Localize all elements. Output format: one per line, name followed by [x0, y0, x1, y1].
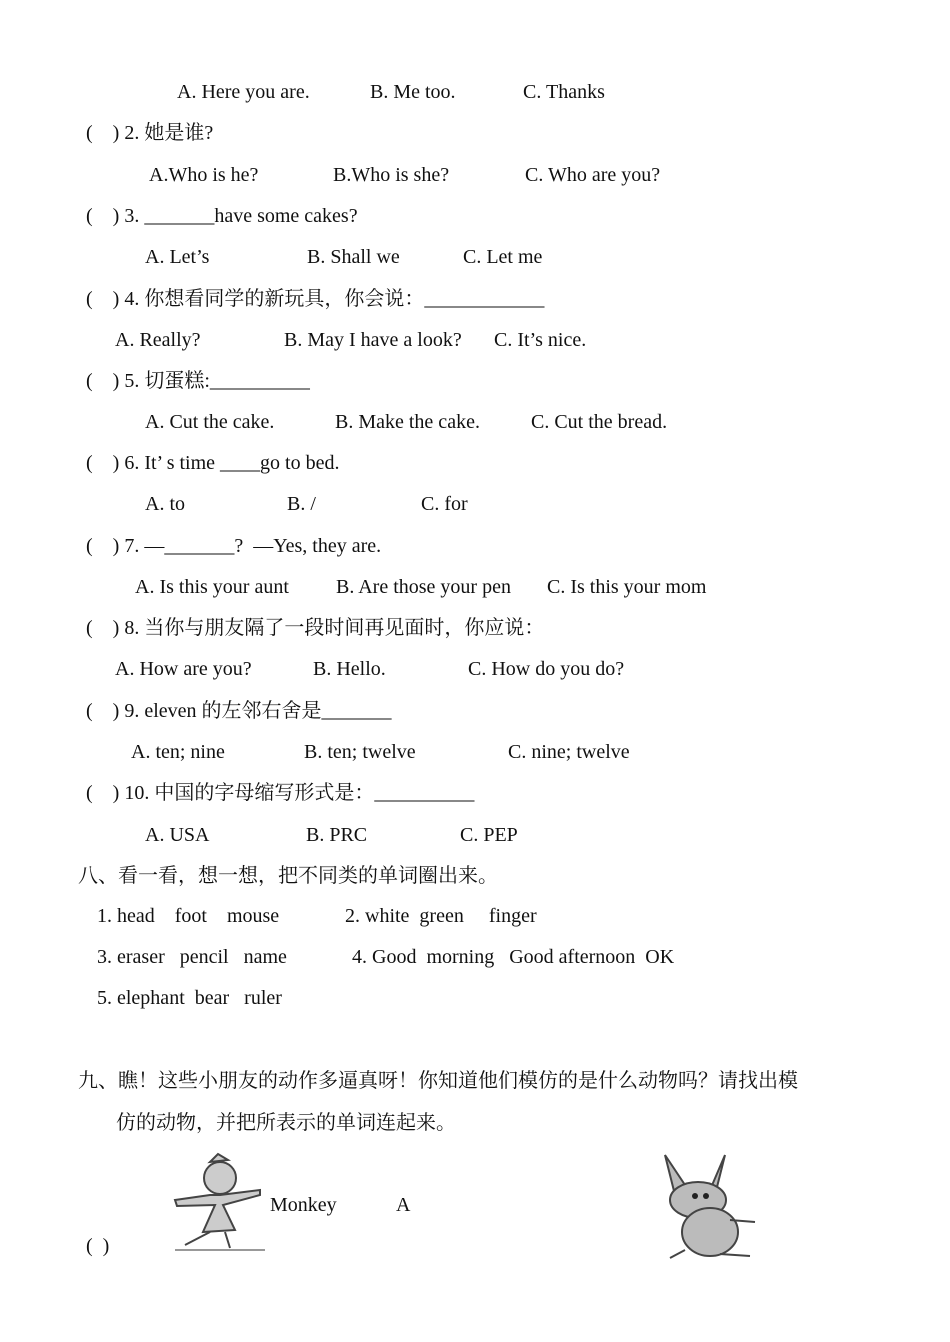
- q3-option-a: A. Let’s: [145, 246, 210, 268]
- q5-option-b: B. Make the cake.: [335, 411, 480, 433]
- word-monkey[interactable]: Monkey: [270, 1194, 337, 1216]
- section9-title-line1: 九、瞧！这些小朋友的动作多逼真呀！你知道他们模仿的是什么动物吗？请找出模: [78, 1070, 798, 1092]
- q1-option-c: C. Thanks: [523, 81, 605, 103]
- q9-stem: ( ) 9. eleven 的左邻右舍是_______: [86, 700, 392, 722]
- q8-stem: ( ) 8. 当你与朋友隔了一段时间再见面时，你应说：: [86, 617, 545, 639]
- q7-option-a: A. Is this your aunt: [135, 576, 289, 598]
- q4-stem: ( ) 4. 你想看同学的新玩具，你会说：____________: [86, 288, 545, 310]
- q5-stem: ( ) 5. 切蛋糕:__________: [86, 370, 310, 392]
- section8-item-1: 1. head foot mouse: [97, 905, 280, 927]
- q4-option-a: A. Really?: [115, 329, 201, 351]
- q4-option-c: C. It’s nice.: [494, 329, 587, 351]
- q10-option-a: A. USA: [145, 824, 210, 846]
- q5-option-a: A. Cut the cake.: [145, 411, 275, 433]
- section8-title: 八、看一看，想一想，把不同类的单词圈出来。: [78, 865, 498, 887]
- q9-option-b: B. ten; twelve: [304, 741, 416, 763]
- section8-item-2: 2. white green finger: [345, 905, 537, 927]
- q1-option-a: A. Here you are.: [177, 81, 310, 103]
- section8-item-4: 4. Good morning Good afternoon OK: [352, 946, 675, 968]
- q10-option-b: B. PRC: [306, 824, 368, 846]
- girl-dancing-image: [165, 1150, 275, 1255]
- q6-stem: ( ) 6. It’ s time ____go to bed.: [86, 452, 340, 474]
- q10-option-c: C. PEP: [460, 824, 518, 846]
- q6-option-b: B. /: [287, 493, 316, 515]
- q9-option-a: A. ten; nine: [131, 741, 225, 763]
- q7-stem: ( ) 7. —_______? —Yes, they are.: [86, 535, 382, 557]
- rabbit-image: [650, 1150, 760, 1265]
- q6-option-a: A. to: [145, 493, 185, 515]
- section8-item-5: 5. elephant bear ruler: [97, 987, 282, 1009]
- q8-option-c: C. How do you do?: [468, 658, 625, 680]
- q8-option-b: B. Hello.: [313, 658, 386, 680]
- answer-bracket[interactable]: ( ): [86, 1235, 110, 1257]
- letter-a: A: [396, 1194, 411, 1216]
- section9-title-line2: 仿的动物，并把所表示的单词连起来。: [116, 1112, 456, 1134]
- q2-option-a: A.Who is he?: [149, 164, 259, 186]
- q8-option-a: A. How are you?: [115, 658, 252, 680]
- q6-option-c: C. for: [421, 493, 468, 515]
- q9-option-c: C. nine; twelve: [508, 741, 630, 763]
- q3-stem: ( ) 3. _______have some cakes?: [86, 205, 358, 227]
- q2-option-b: B.Who is she?: [333, 164, 450, 186]
- q4-option-b: B. May I have a look?: [284, 329, 462, 351]
- q2-option-c: C. Who are you?: [525, 164, 661, 186]
- q10-stem: ( ) 10. 中国的字母缩写形式是：__________: [86, 782, 475, 804]
- q2-stem: ( ) 2. 她是谁?: [86, 122, 214, 144]
- q3-option-b: B. Shall we: [307, 246, 400, 268]
- section8-item-3: 3. eraser pencil name: [97, 946, 287, 968]
- q7-option-b: B. Are those your pen: [336, 576, 511, 598]
- q5-option-c: C. Cut the bread.: [531, 411, 668, 433]
- q7-option-c: C. Is this your mom: [547, 576, 707, 598]
- q1-option-b: B. Me too.: [370, 81, 456, 103]
- q3-option-c: C. Let me: [463, 246, 543, 268]
